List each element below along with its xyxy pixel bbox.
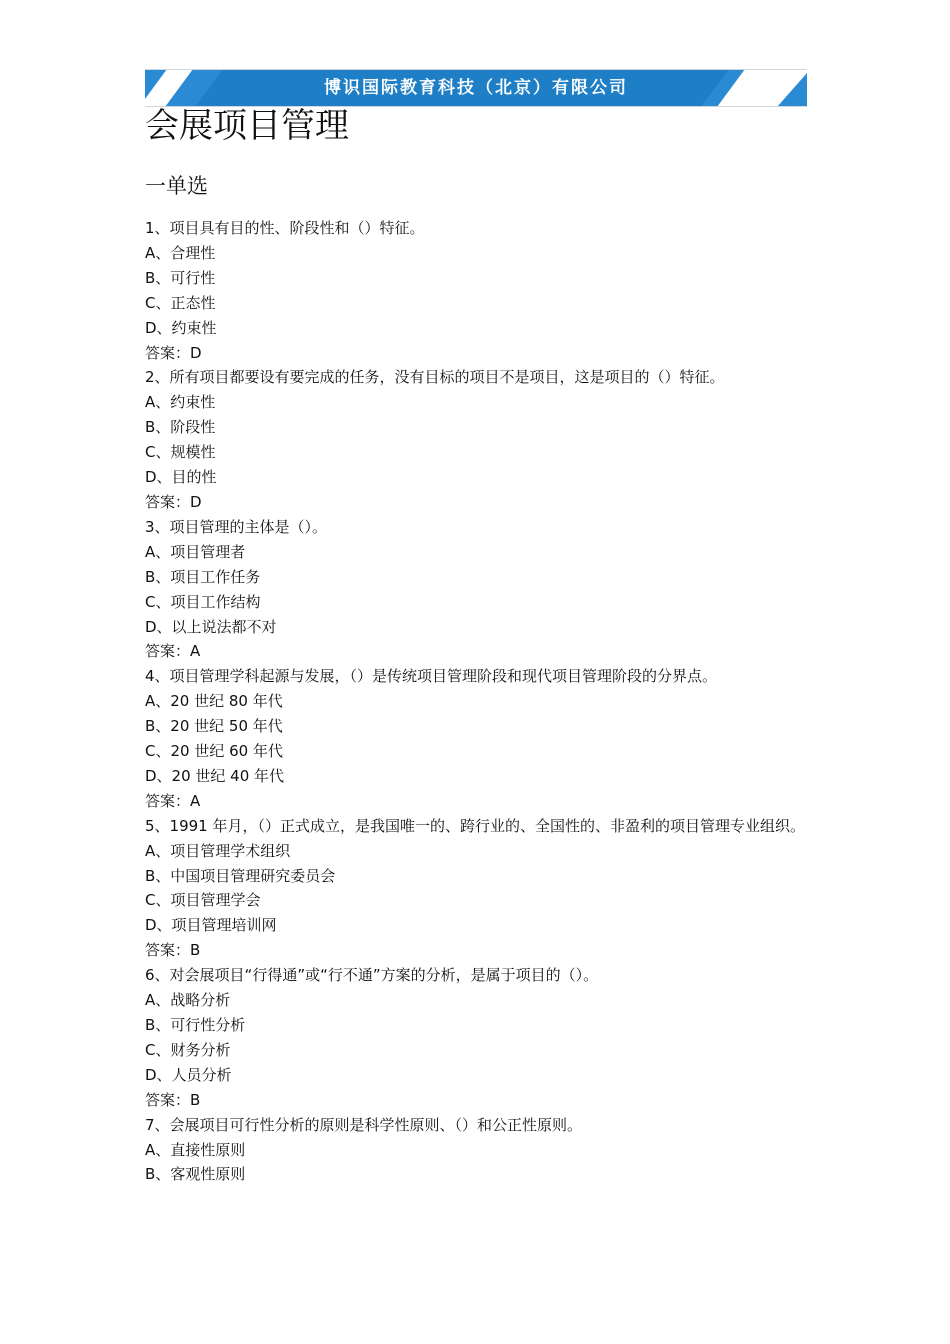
question-item (145, 365, 807, 514)
question-answer: 答案：D (145, 492, 202, 511)
question-option: C、20 世纪 60 年代 (145, 742, 283, 761)
question-option: A、项目管理者 (145, 542, 246, 561)
question-option: B、客观性原则 (145, 1165, 246, 1184)
company-name: 博识国际教育科技（北京）有限公司 (324, 78, 628, 98)
question-option: B、可行性分析 (145, 1016, 246, 1034)
question-answer: 答案：A (145, 642, 201, 661)
question-option: A、20 世纪 80 年代 (145, 692, 283, 711)
question-item (145, 216, 807, 365)
question-item (145, 1113, 807, 1188)
question-option: A、直接性原则 (145, 1140, 246, 1159)
question-option: B、中国项目管理研究委员会 (145, 866, 336, 885)
question-option: B、可行性 (145, 268, 216, 287)
question-option: A、约束性 (145, 393, 216, 412)
question-answer: 答案：D (145, 343, 202, 362)
question-option: D、项目管理培训网 (145, 916, 277, 935)
question-option: B、阶段性 (145, 418, 216, 437)
question-option: C、项目工作结构 (145, 592, 261, 611)
question-item (145, 515, 807, 664)
question-stem: 5、1991 年月，（）正式成立，是我国唯一的、跨行业的、全国性的、非盈利的项目管理专业组织。 (145, 816, 805, 835)
question-option: A、合理性 (145, 243, 216, 262)
question-option: C、正态性 (145, 293, 216, 312)
question-option: C、项目管理学会 (145, 891, 261, 910)
document-title: 会展项目管理 (145, 106, 349, 146)
question-option: C、规模性 (145, 443, 216, 462)
question-stem: 6、对会展项目“行得通”或“行不通”方案的分析，是属于项目的（）。 (145, 966, 599, 985)
question-stem: 7、会展项目可行性分析的原则是科学性原则、（）和公正性原则。 (145, 1115, 583, 1134)
question-item (145, 664, 807, 813)
question-option: D、约束性 (145, 318, 217, 337)
question-item (145, 963, 807, 1112)
question-answer: 答案：B (145, 1090, 201, 1109)
section-title: 一单选 (145, 174, 208, 198)
question-option: B、项目工作任务 (145, 567, 261, 586)
question-stem: 2、所有项目都要设有要完成的任务，没有目标的项目不是项目，这是项目的（）特征。 (145, 368, 725, 387)
question-list (145, 216, 807, 1187)
question-stem: 1、项目具有目的性、阶段性和（）特征。 (145, 219, 425, 237)
question-option: A、项目管理学术组织 (145, 841, 291, 860)
question-answer: 答案：A (145, 791, 201, 810)
question-stem: 4、项目管理学科起源与发展，（）是传统项目管理阶段和现代项目管理阶段的分界点。 (145, 667, 718, 686)
question-option: D、目的性 (145, 468, 217, 487)
company-header-banner (145, 69, 807, 107)
question-option: A、战略分析 (145, 991, 231, 1010)
question-option: B、20 世纪 50 年代 (145, 717, 283, 736)
question-option: C、财务分析 (145, 1040, 231, 1059)
question-option: D、人员分析 (145, 1065, 232, 1084)
question-stem: 3、项目管理的主体是（）。 (145, 517, 328, 536)
question-item (145, 814, 807, 963)
question-option: D、以上说法都不对 (145, 617, 277, 636)
question-option: D、20 世纪 40 年代 (145, 766, 285, 785)
question-answer: 答案：B (145, 941, 201, 960)
